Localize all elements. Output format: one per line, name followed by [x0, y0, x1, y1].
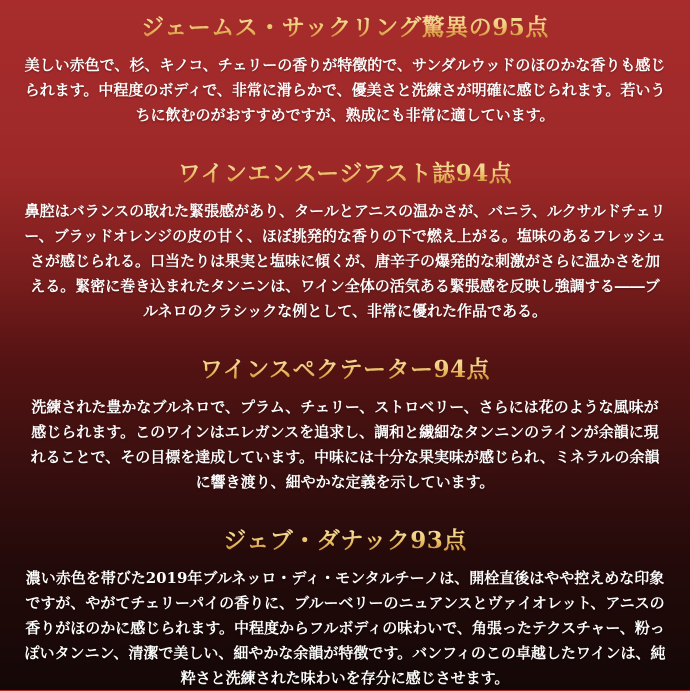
review-body: 濃い赤色を帯びた2019年ブルネッロ・ディ・モンタルチーノは、開栓直後はやや控えめな印象ですが、やがてチェリーパイの香りに、ブルーベリーのニュアンスとヴァイオレット、アニスの香りがほのかに感じられます。中程度からフルボディの味わいで、角張ったテクスチャー、粉っぽいタンニン、清潔で美しい、細やかな余韻が特徴です。バンフィのこの卓越したワインは、純粋さと洗練された味わいを存分に感じさせます。 — [24, 569, 666, 687]
review-section-wine-enthusiast — [24, 159, 666, 324]
review-body: 鼻腔はバランスの取れた緊張感があり、タールとアニスの温かさが、バニラ、ルクサルドチェリー、ブラッドオレンジの皮の甘く、ほぼ挑発的な香りの下で燃え上がる。塩味のあるフレッシュさが感じられる。口当たりは果実と塩味に傾くが、唐辛子の爆発的な刺激がさらに温かさを加える。緊密に巻き込まれたタンニンは、ワイン全体の活気ある緊張感を反映し強調する――ブルネロのクラシックな例として、非常に優れた作品である。 — [24, 202, 666, 320]
review-title: ワインスペクテーター94点 — [24, 355, 666, 385]
review-title: ジェームス・サックリング驚異の95点 — [24, 13, 666, 43]
review-section-wine-spectator — [24, 355, 666, 495]
review-title: ジェブ・ダナック93点 — [24, 526, 666, 556]
review-section-jeb-dunnuck — [24, 526, 666, 691]
review-body: 美しい赤色で、杉、キノコ、チェリーの香りが特徴的で、サンダルウッドのほのかな香りも感じられます。中程度のボディで、非常に滑らかで、優美さと洗練さが明確に感じられます。若いうちに飲むのがおすすめですが、熟成にも非常に適しています。 — [24, 56, 666, 124]
review-section-james-suckling — [24, 13, 666, 128]
review-body: 洗練された豊かなブルネロで、プラム、チェリー、ストロベリー、さらには花のような風味が感じられます。このワインはエレガンスを追求し、調和と繊細なタンニンのラインが余韻に現れることで、その目標を達成しています。中味には十分な果実味が感じられ、ミネラルの余韻に響き渡り、細やかな定義を示しています。 — [30, 398, 660, 491]
review-title: ワインエンスージアスト誌94点 — [24, 159, 666, 189]
